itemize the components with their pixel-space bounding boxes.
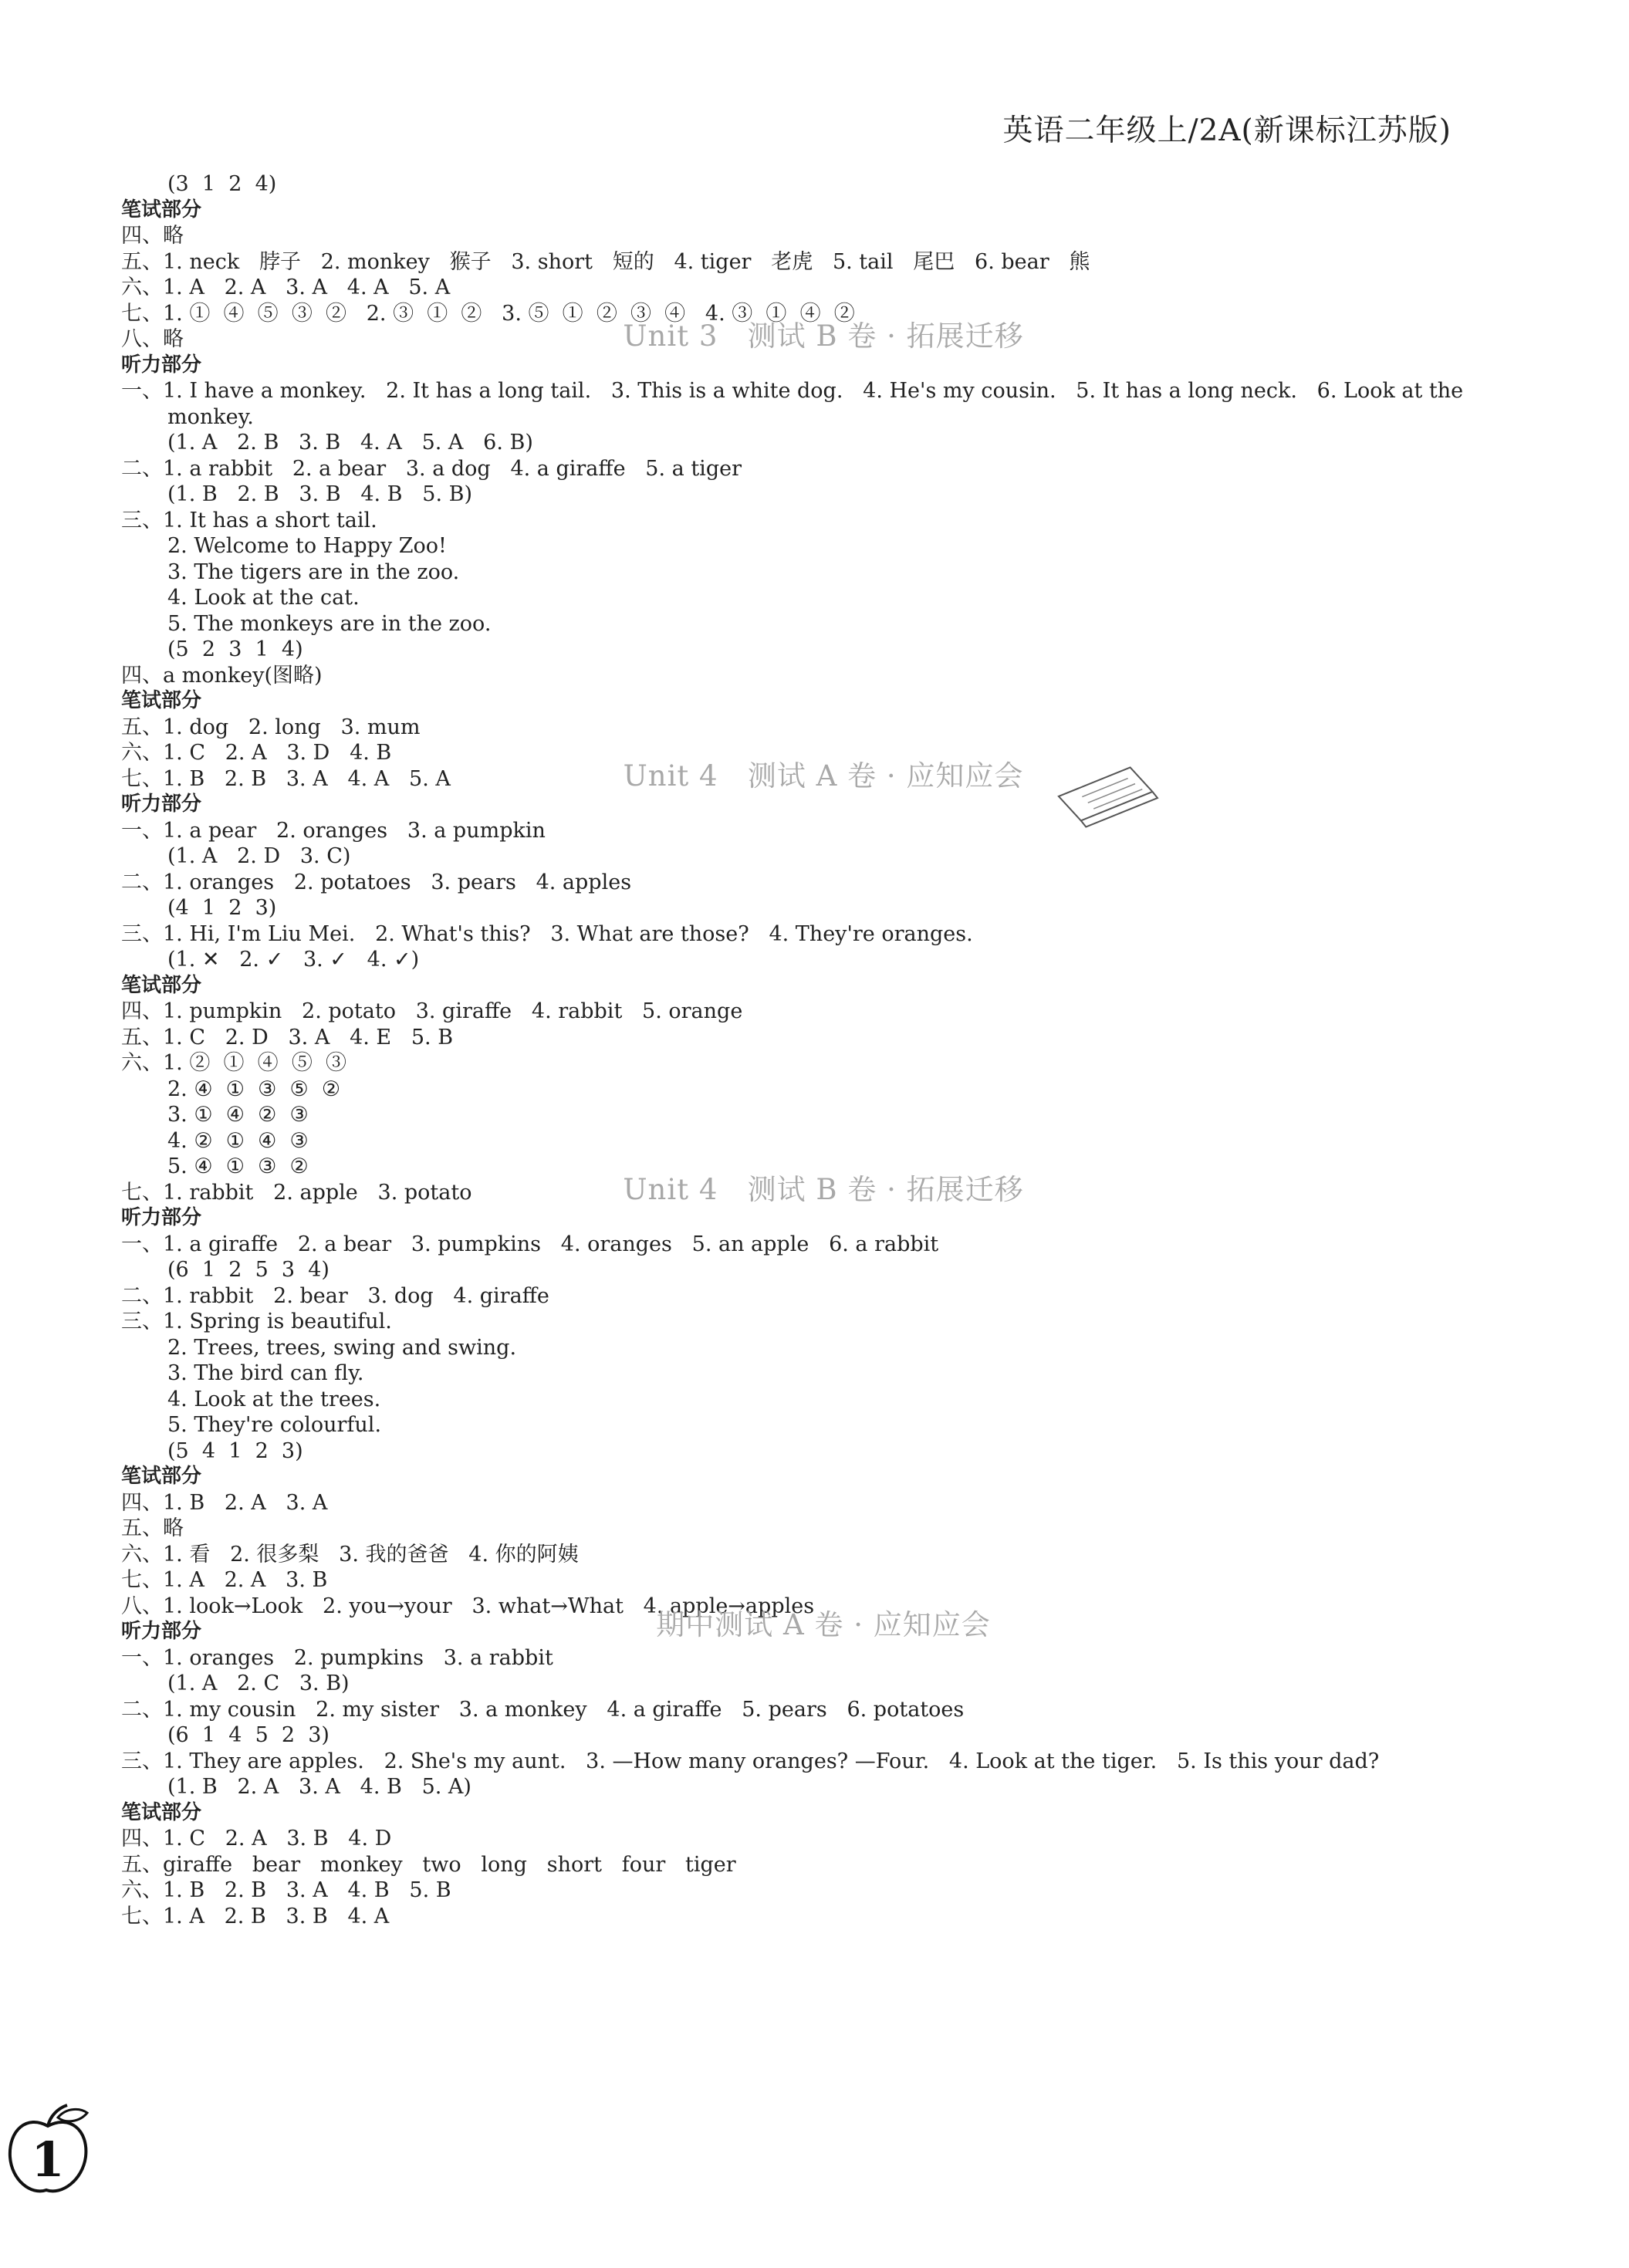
- answer-line: [121, 1490, 1510, 1516]
- answer-text: monkey.: [167, 404, 254, 429]
- book-stamp-icon: [1046, 747, 1169, 840]
- answer-line: [121, 319, 1510, 353]
- answer-text: 四、略: [121, 224, 184, 248]
- answer-line: [121, 223, 1510, 249]
- answer-text: 六、1. A 2. A 3. A 4. A 5. A: [121, 275, 451, 299]
- answer-line: [121, 482, 1510, 508]
- answer-line: [121, 1852, 1510, 1878]
- answer-line: [121, 1878, 1510, 1904]
- answer-line: [121, 1774, 1510, 1800]
- answer-text: 二、1. my cousin 2. my sister 3. a monkey 4. a giraffe 5. pears 6. potatoes: [121, 1697, 965, 1722]
- answer-text: 笔试部分: [121, 973, 202, 997]
- answer-line: [121, 1438, 1510, 1465]
- answer-line: [121, 1232, 1510, 1258]
- answer-text: 一、1. a pear 2. oranges 3. a pumpkin: [121, 818, 546, 843]
- answer-text: 三、1. They are apples. 2. She's my aunt. 3. —How many oranges? —Four. 4. Look at the tiger. 5. Is this your dad?: [121, 1749, 1380, 1773]
- answer-line: [121, 508, 1510, 534]
- test-section-title: Unit 4 测试 B 卷 · 拓展迁移: [623, 1172, 1024, 1206]
- answer-text: 六、1. C 2. A 3. D 4. B: [121, 741, 392, 765]
- test-section-title: Unit 3 测试 B 卷 · 拓展迁移: [623, 319, 1024, 353]
- answer-text: 笔试部分: [121, 689, 202, 712]
- answer-line: [121, 947, 1510, 973]
- answer-line: [121, 818, 1510, 844]
- page-header: 英语二年级上/2A(新课标江苏版): [1002, 113, 1452, 148]
- test-section-title: Unit 4 测试 A 卷 · 应知应会: [623, 759, 1024, 793]
- apple-page-number: [4, 2099, 93, 2199]
- answer-line: [121, 1128, 1510, 1154]
- answer-text: 五、1. C 2. D 3. A 4. E 5. B: [121, 1025, 454, 1049]
- answer-line: [121, 1697, 1510, 1723]
- answer-text: (1. A 2. B 3. B 4. A 5. A 6. B): [167, 431, 533, 455]
- answer-text: (1. ✕ 2. ✓ 3. ✓ 4. ✓): [167, 948, 420, 972]
- answer-text: (1. A 2. D 3. C): [167, 844, 351, 868]
- answer-text: 3. The tigers are in the zoo.: [167, 559, 460, 584]
- answer-text: (5 2 3 1 4): [167, 637, 303, 661]
- answer-text: 3. ① ④ ② ③: [167, 1103, 309, 1127]
- answer-line: [121, 663, 1510, 689]
- answer-text: 四、1. B 2. A 3. A: [121, 1490, 328, 1515]
- answer-line: [121, 1335, 1510, 1361]
- section-heading: [121, 353, 1510, 379]
- answer-line: [121, 759, 1510, 793]
- answer-line: [121, 585, 1510, 611]
- answer-text: 笔试部分: [121, 198, 202, 221]
- answer-line: [121, 1826, 1510, 1852]
- answer-line: [121, 249, 1510, 275]
- section-heading: [121, 792, 1510, 818]
- answer-text: 二、1. oranges 2. potatoes 3. pears 4. apples: [121, 870, 632, 894]
- answer-text: 五、giraffe bear monkey two long short four tiger: [121, 1852, 736, 1877]
- answer-line: [121, 559, 1510, 586]
- section-heading: [121, 1205, 1510, 1232]
- answer-text: (5 4 1 2 3): [167, 1438, 303, 1463]
- section-heading: [121, 1800, 1510, 1827]
- answer-key-content: [121, 171, 1510, 1929]
- answer-text: 八、1. look→Look 2. you→your 3. what→What 4. apple→apples: [121, 1594, 815, 1618]
- answer-line: [121, 1645, 1510, 1671]
- answer-line: [121, 1567, 1510, 1594]
- answer-text: 一、1. oranges 2. pumpkins 3. a rabbit: [121, 1645, 553, 1670]
- answer-text: 一、1. a giraffe 2. a bear 3. pumpkins 4. oranges 5. an apple 6. a rabbit: [121, 1232, 939, 1256]
- section-heading: [121, 198, 1510, 224]
- answer-line: [121, 1412, 1510, 1438]
- answer-line: [121, 1749, 1510, 1775]
- answer-line: [121, 637, 1510, 663]
- answer-text: 七、1. B 2. B 3. A 4. A 5. A: [121, 766, 451, 791]
- answer-line: [121, 378, 1510, 404]
- answer-text: 听力部分: [121, 353, 202, 377]
- answer-text: 二、1. rabbit 2. bear 3. dog 4. giraffe: [121, 1283, 549, 1308]
- answer-line: [121, 611, 1510, 637]
- answer-text: (1. B 2. A 3. A 4. B 5. A): [167, 1775, 471, 1799]
- answer-text: (6 1 2 5 3 4): [167, 1258, 330, 1282]
- answer-text: 七、1. A 2. A 3. B: [121, 1568, 328, 1592]
- answer-line: [121, 171, 1510, 198]
- answer-text: 2. Welcome to Happy Zoo!: [167, 534, 447, 558]
- answer-text: 七、1. rabbit 2. apple 3. potato: [121, 1180, 472, 1205]
- section-heading: [121, 688, 1510, 715]
- section-heading: [121, 1464, 1510, 1490]
- answer-text: 5. They're colourful.: [167, 1413, 382, 1437]
- answer-line: [121, 404, 1510, 431]
- answer-text: 八、略: [121, 327, 184, 351]
- answer-line: [121, 430, 1510, 456]
- answer-text: 五、1. neck 脖子 2. monkey 猴子 3. short 短的 4. tiger 老虎 5. tail 尾巴 6. bear 熊: [121, 249, 1090, 274]
- answer-text: 二、1. a rabbit 2. a bear 3. a dog 4. a giraffe 5. a tiger: [121, 456, 742, 481]
- answer-line: [121, 1102, 1510, 1128]
- answer-text: 五、1. dog 2. long 3. mum: [121, 715, 421, 739]
- answer-text: 四、a monkey(图略): [121, 663, 323, 688]
- answer-line: [121, 1283, 1510, 1310]
- answer-text: 2. Trees, trees, swing and swing.: [167, 1335, 517, 1360]
- answer-line: [121, 1516, 1510, 1542]
- answer-text: 三、1. Hi, I'm Liu Mei. 2. What's this? 3. What are those? 4. They're oranges.: [121, 921, 973, 946]
- answer-line: [121, 1309, 1510, 1335]
- answer-line: [121, 843, 1510, 870]
- answer-text: (3 1 2 4): [167, 172, 277, 196]
- answer-line: [121, 715, 1510, 741]
- answer-text: 三、1. It has a short tail.: [121, 508, 377, 532]
- answer-text: 一、1. I have a monkey. 2. It has a long tail. 3. This is a white dog. 4. He's my cousin. 5. It has a long neck. 6. Look at the: [121, 379, 1464, 403]
- answer-text: (1. B 2. B 3. B 4. B 5. B): [167, 482, 472, 506]
- answer-text: 笔试部分: [121, 1800, 202, 1824]
- answer-text: 5. The monkeys are in the zoo.: [167, 611, 492, 636]
- answer-text: 六、1. B 2. B 3. A 4. B 5. B: [121, 1878, 451, 1902]
- answer-text: 听力部分: [121, 1620, 202, 1643]
- answer-text: 六、1. ② ① ④ ⑤ ③: [121, 1051, 347, 1075]
- answer-text: (6 1 4 5 2 3): [167, 1723, 330, 1747]
- answer-text: 5. ④ ① ③ ②: [167, 1154, 309, 1178]
- answer-text: 六、1. 看 2. 很多梨 3. 我的爸爸 4. 你的阿姨: [121, 1542, 579, 1567]
- answer-text: 四、1. C 2. A 3. B 4. D: [121, 1827, 392, 1851]
- answer-text: 4. Look at the trees.: [167, 1387, 381, 1411]
- answer-line: [121, 870, 1510, 896]
- answer-line: [121, 1257, 1510, 1283]
- answer-line: [121, 1077, 1510, 1103]
- answer-text: 4. Look at the cat.: [167, 586, 360, 610]
- answer-line: [121, 1360, 1510, 1387]
- answer-text: 3. The bird can fly.: [167, 1361, 364, 1385]
- answer-text: 笔试部分: [121, 1465, 202, 1488]
- answer-line: [121, 1387, 1510, 1413]
- answer-text: 七、1. A 2. B 3. B 4. A: [121, 1904, 390, 1928]
- answer-line: [121, 533, 1510, 559]
- answer-text: 三、1. Spring is beautiful.: [121, 1310, 392, 1333]
- answer-text: 四、1. pumpkin 2. potato 3. giraffe 4. rabbit 5. orange: [121, 999, 743, 1023]
- answer-line: [121, 999, 1510, 1025]
- answer-line: [121, 1904, 1510, 1930]
- answer-text: (4 1 2 3): [167, 896, 277, 920]
- answer-line: [121, 1025, 1510, 1051]
- answer-text: (1. A 2. C 3. B): [167, 1671, 350, 1695]
- answer-line: [121, 456, 1510, 482]
- test-section-title: 期中测试 A 卷 · 应知应会: [656, 1607, 991, 1641]
- answer-text: 听力部分: [121, 1206, 202, 1229]
- answer-line: [121, 921, 1510, 948]
- answer-text: 4. ② ① ④ ③: [167, 1128, 309, 1153]
- answer-text: 七、1. ① ④ ⑤ ③ ② 2. ③ ① ② 3. ⑤ ① ② ③ ④ 4. ③ ① ④ ②: [121, 301, 855, 326]
- section-heading: [121, 1619, 1510, 1645]
- answer-text: 五、略: [121, 1516, 184, 1540]
- answer-line: [121, 895, 1510, 921]
- answer-text: 听力部分: [121, 793, 202, 816]
- page-number-text: 1: [31, 2131, 65, 2188]
- answer-line: [121, 1172, 1510, 1206]
- answer-line: [121, 1671, 1510, 1697]
- section-heading: [121, 973, 1510, 999]
- answer-line: [121, 275, 1510, 301]
- answer-line: [121, 1050, 1510, 1077]
- answer-line: [121, 1722, 1510, 1749]
- answer-text: 2. ④ ① ③ ⑤ ②: [167, 1077, 341, 1101]
- answer-line: [121, 1542, 1510, 1568]
